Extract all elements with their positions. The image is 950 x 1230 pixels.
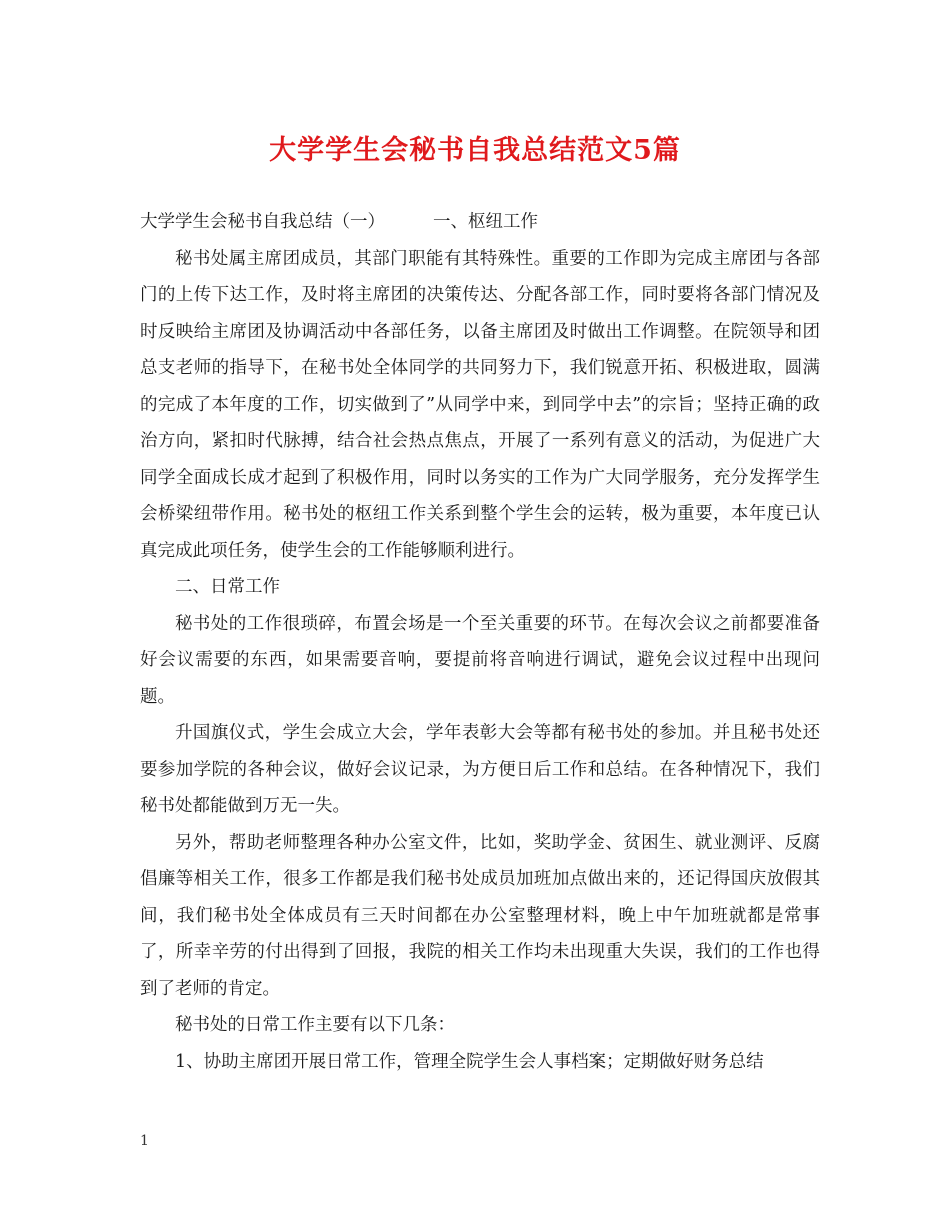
document-body	[140, 204, 820, 1080]
paragraph-1: 秘书处属主席团成员，其部门职能有其特殊性。重要的工作即为完成主席团与各部门的上传下达工作，及时将主席团的决策传达、分配各部工作，同时要将各部门情况及时反映给主席团及协调活动中各部任务，以备主席团及时做出工作调整。在院领导和团总支老师的指导下，在秘书处全体同学的共同努力下，我们锐意开拓、积极进取，圆满的完成了本年度的工作，切实做到了”从同学中来，到同学中去”的宗旨；坚持正确的政治方向，紧扣时代脉搏，结合社会热点焦点，开展了一系列有意义的活动，为促进广大同学全面成长成才起到了积极作用，同时以务实的工作为广大同学服务，充分发挥学生会桥梁纽带作用。秘书处的枢纽工作关系到整个学生会的运转，极为重要，本年度已认真完成此项任务，使学生会的工作能够顺利进行。	[140, 248, 820, 561]
page-number: 1	[140, 1133, 149, 1149]
paragraph-3: 升国旗仪式，学生会成立大会，学年表彰大会等都有秘书处的参加。并且秘书处还要参加学院的各种会议，做好会议记录，为方便日后工作和总结。在各种情况下，我们秘书处都能做到万无一失。	[140, 723, 820, 816]
section-label: 大学学生会秘书自我总结（一）	[140, 212, 385, 232]
paragraph-2: 秘书处的工作很琐碎，布置会场是一个至关重要的环节。在每次会议之前都要准备好会议需要的东西，如果需要音响，要提前将音响进行调试，避免会议过程中出现问题。	[140, 613, 820, 707]
document-title: 大学学生会秘书自我总结范文5篇	[269, 135, 681, 166]
section-heading-2: 二、日常工作	[175, 577, 280, 597]
section-heading-1: 一、枢纽工作	[433, 212, 538, 232]
paragraph-6: 1、协助主席团开展日常工作，管理全院学生会人事档案；定期做好财务总结	[175, 1051, 764, 1072]
section-intro-line	[140, 204, 820, 241]
paragraph-5: 秘书处的日常工作主要有以下几条：	[175, 1015, 455, 1035]
paragraph-4: 另外，帮助老师整理各种办公室文件，比如，奖助学金、贫困生、就业测评、反腐倡廉等相关工作，很多工作都是我们秘书处成员加班加点做出来的，还记得国庆放假其间，我们秘书处全体成员有三天时间都在办公室整理材料，晚上中午加班就都是常事了，所幸辛劳的付出得到了回报，我院的相关工作均未出现重大失误，我们的工作也得到了老师的肯定。	[140, 832, 820, 999]
